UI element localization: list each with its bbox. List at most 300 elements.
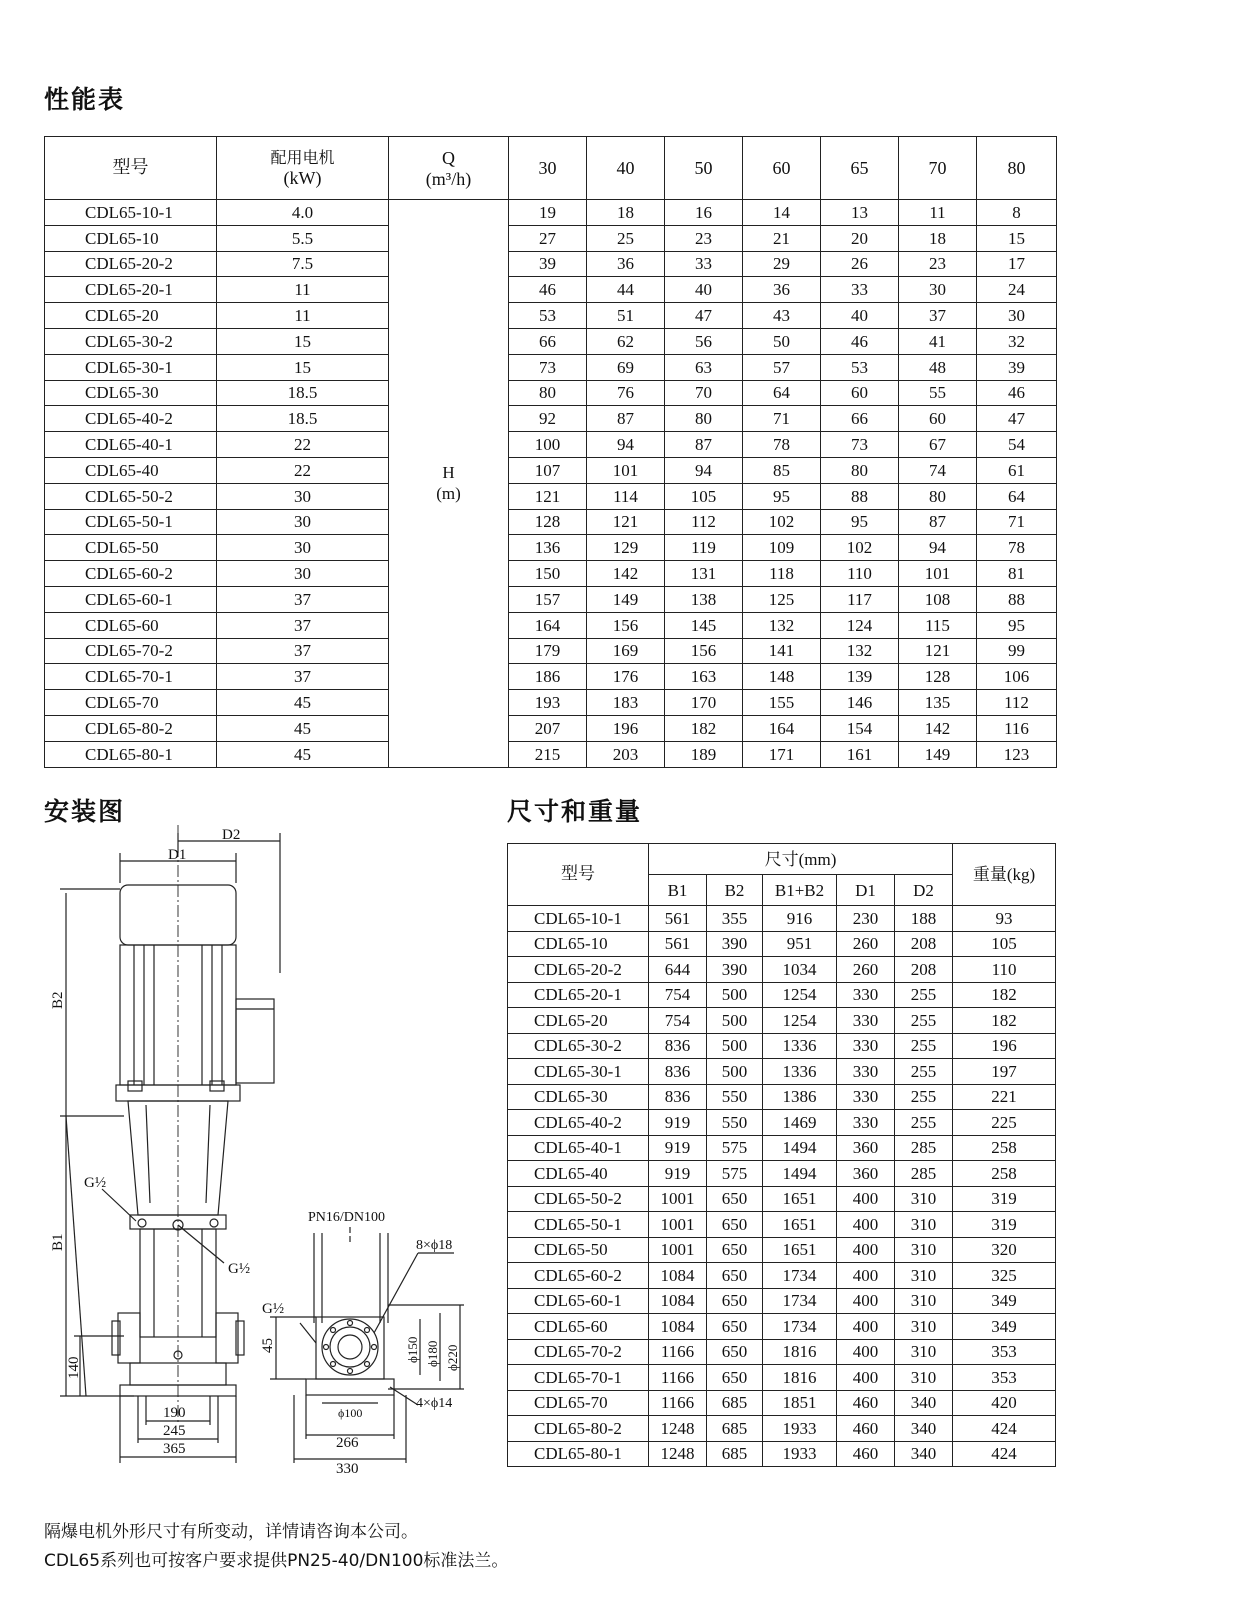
motor-power-cell: 5.5	[217, 225, 389, 251]
head-value-cell: 73	[509, 354, 587, 380]
dimension-cell: 685	[707, 1441, 763, 1467]
head-value-cell: 71	[743, 406, 821, 432]
table-row	[45, 277, 1057, 303]
dimension-cell: 255	[895, 1059, 953, 1085]
dims-col: B1	[649, 875, 707, 906]
table-row	[45, 303, 1057, 329]
table-row	[45, 638, 1057, 664]
head-value-cell: 132	[743, 612, 821, 638]
head-value-cell: 63	[665, 354, 743, 380]
dimension-cell: 400	[837, 1186, 895, 1212]
dimension-cell: 255	[895, 1008, 953, 1034]
head-value-cell: 71	[977, 509, 1057, 535]
dimension-cell: 310	[895, 1288, 953, 1314]
head-value-cell: 25	[587, 225, 665, 251]
label-flange: PN16/DN100	[308, 1210, 386, 1225]
dimension-cell: 919	[649, 1110, 707, 1136]
label-266: 266	[336, 1435, 359, 1451]
motor-power-cell: 7.5	[217, 251, 389, 277]
dimension-cell: 1734	[763, 1263, 837, 1289]
dimension-cell: 1254	[763, 1008, 837, 1034]
dimension-cell: 400	[837, 1237, 895, 1263]
dimension-cell: 330	[837, 1059, 895, 1085]
head-value-cell: 99	[977, 638, 1057, 664]
head-value-cell: 62	[587, 328, 665, 354]
dimension-cell: 400	[837, 1263, 895, 1289]
dimension-cell: 951	[763, 931, 837, 957]
dimension-cell: 1001	[649, 1186, 707, 1212]
head-value-cell: 43	[743, 303, 821, 329]
motor-power-cell: 37	[217, 586, 389, 612]
motor-power-cell: 30	[217, 561, 389, 587]
head-value-cell: 131	[665, 561, 743, 587]
dimension-cell: 360	[837, 1135, 895, 1161]
dimension-cell: 310	[895, 1237, 953, 1263]
weight-cell: 424	[953, 1416, 1056, 1442]
head-value-cell: 44	[587, 277, 665, 303]
head-value-cell: 80	[899, 483, 977, 509]
dimension-cell: 460	[837, 1390, 895, 1416]
dimension-cell: 1851	[763, 1390, 837, 1416]
head-value-cell: 112	[977, 690, 1057, 716]
head-value-cell: 136	[509, 535, 587, 561]
header-model: 型号	[45, 137, 217, 200]
label-d150: ϕ150	[405, 1336, 420, 1363]
dimension-cell: 754	[649, 982, 707, 1008]
dimension-cell: 260	[837, 931, 895, 957]
dims-header-model: 型号	[508, 844, 649, 906]
table-row	[508, 1059, 1056, 1085]
head-value-cell: 128	[899, 664, 977, 690]
head-value-cell: 80	[665, 406, 743, 432]
motor-power-cell: 18.5	[217, 380, 389, 406]
model-cell: CDL65-60-1	[45, 586, 217, 612]
head-value-cell: 129	[587, 535, 665, 561]
head-value-cell: 193	[509, 690, 587, 716]
note-explosion-proof: 隔爆电机外形尺寸有所变动，详情请咨询本公司。	[44, 1522, 418, 1542]
head-value-cell: 189	[665, 741, 743, 767]
dimension-cell: 836	[649, 1084, 707, 1110]
head-value-cell: 36	[743, 277, 821, 303]
dimension-cell: 1933	[763, 1416, 837, 1442]
head-value-cell: 20	[821, 225, 899, 251]
dimension-cell: 650	[707, 1339, 763, 1365]
head-value-cell: 125	[743, 586, 821, 612]
head-value-cell: 78	[977, 535, 1057, 561]
model-cell: CDL65-40-1	[45, 432, 217, 458]
weight-cell: 320	[953, 1237, 1056, 1263]
model-cell: CDL65-50	[508, 1237, 649, 1263]
dimension-cell: 836	[649, 1059, 707, 1085]
dimension-cell: 650	[707, 1263, 763, 1289]
head-value-cell: 53	[509, 303, 587, 329]
head-value-cell: 121	[587, 509, 665, 535]
table-row	[45, 561, 1057, 587]
head-value-cell: 57	[743, 354, 821, 380]
flow-col: 40	[587, 137, 665, 200]
head-value-cell: 154	[821, 715, 899, 741]
dimension-cell: 400	[837, 1288, 895, 1314]
table-row	[508, 1135, 1056, 1161]
dimension-cell: 1001	[649, 1212, 707, 1238]
model-cell: CDL65-60	[45, 612, 217, 638]
model-cell: CDL65-10	[508, 931, 649, 957]
head-value-cell: 74	[899, 457, 977, 483]
dimension-cell: 685	[707, 1416, 763, 1442]
head-value-cell: 121	[899, 638, 977, 664]
model-cell: CDL65-40-2	[45, 406, 217, 432]
dimension-cell: 1166	[649, 1390, 707, 1416]
dimension-cell: 1734	[763, 1288, 837, 1314]
weight-cell: 221	[953, 1084, 1056, 1110]
head-value-cell: 60	[899, 406, 977, 432]
model-cell: CDL65-70-1	[45, 664, 217, 690]
head-value-cell: 117	[821, 586, 899, 612]
model-cell: CDL65-30-1	[45, 354, 217, 380]
table-row	[45, 483, 1057, 509]
head-value-cell: 101	[899, 561, 977, 587]
head-value-cell: 80	[509, 380, 587, 406]
head-value-cell: 142	[587, 561, 665, 587]
flow-col: 30	[509, 137, 587, 200]
weight-cell: 196	[953, 1033, 1056, 1059]
head-value-cell: 141	[743, 638, 821, 664]
model-cell: CDL65-70-2	[508, 1339, 649, 1365]
head-value-cell: 32	[977, 328, 1057, 354]
performance-table-title: 性能表	[44, 85, 126, 114]
dimension-cell: 1734	[763, 1314, 837, 1340]
model-cell: CDL65-40-1	[508, 1135, 649, 1161]
table-row	[508, 1441, 1056, 1467]
head-value-cell: 139	[821, 664, 899, 690]
head-value-cell: 40	[821, 303, 899, 329]
head-value-cell: 46	[821, 328, 899, 354]
head-value-cell: 46	[509, 277, 587, 303]
head-value-cell: 142	[899, 715, 977, 741]
installation-drawing	[44, 823, 484, 1488]
dimension-cell: 1166	[649, 1365, 707, 1391]
head-value-cell: 66	[509, 328, 587, 354]
head-value-cell: 78	[743, 432, 821, 458]
head-value-cell: 36	[587, 251, 665, 277]
table-row	[508, 1339, 1056, 1365]
dimension-cell: 310	[895, 1365, 953, 1391]
dimension-cell: 650	[707, 1212, 763, 1238]
motor-power-cell: 37	[217, 664, 389, 690]
head-value-cell: 186	[509, 664, 587, 690]
head-value-cell: 155	[743, 690, 821, 716]
dimension-cell: 650	[707, 1237, 763, 1263]
head-value-cell: 203	[587, 741, 665, 767]
dimension-cell: 285	[895, 1161, 953, 1187]
head-value-cell: 64	[977, 483, 1057, 509]
dimension-cell: 285	[895, 1135, 953, 1161]
dimension-cell: 255	[895, 982, 953, 1008]
head-value-cell: 37	[899, 303, 977, 329]
head-value-cell: 70	[665, 380, 743, 406]
weight-cell: 353	[953, 1365, 1056, 1391]
head-value-cell: 87	[665, 432, 743, 458]
head-value-cell: 30	[977, 303, 1057, 329]
model-cell: CDL65-50-2	[45, 483, 217, 509]
label-g-side: G½	[262, 1301, 285, 1317]
table-row	[45, 432, 1057, 458]
head-value-cell: 207	[509, 715, 587, 741]
table-row	[508, 1033, 1056, 1059]
weight-cell: 225	[953, 1110, 1056, 1136]
table-row	[45, 406, 1057, 432]
table-row	[45, 509, 1057, 535]
dimension-cell: 1084	[649, 1288, 707, 1314]
head-value-cell: 41	[899, 328, 977, 354]
motor-power-cell: 37	[217, 612, 389, 638]
table-row	[508, 1390, 1056, 1416]
table-row	[508, 1237, 1056, 1263]
model-cell: CDL65-50-2	[508, 1186, 649, 1212]
dimension-cell: 1816	[763, 1339, 837, 1365]
label-b1: B1	[50, 1233, 66, 1251]
head-value-cell: 69	[587, 354, 665, 380]
head-value-cell: 18	[587, 200, 665, 226]
motor-power-cell: 18.5	[217, 406, 389, 432]
dimension-cell: 550	[707, 1110, 763, 1136]
table-row	[508, 957, 1056, 983]
dims-col: B1+B2	[763, 875, 837, 906]
head-value-cell: 109	[743, 535, 821, 561]
dimension-cell: 1651	[763, 1237, 837, 1263]
flow-col: 60	[743, 137, 821, 200]
table-row	[508, 1186, 1056, 1212]
head-value-cell: 95	[743, 483, 821, 509]
head-value-cell: 8	[977, 200, 1057, 226]
dimension-cell: 575	[707, 1135, 763, 1161]
head-value-cell: 179	[509, 638, 587, 664]
dimension-cell: 400	[837, 1365, 895, 1391]
weight-cell: 105	[953, 931, 1056, 957]
model-cell: CDL65-80-2	[508, 1416, 649, 1442]
head-value-cell: 17	[977, 251, 1057, 277]
head-value-cell: 14	[743, 200, 821, 226]
dimension-cell: 255	[895, 1084, 953, 1110]
dimension-cell: 390	[707, 957, 763, 983]
head-value-cell: 182	[665, 715, 743, 741]
dims-header-weight: 重量(kg)	[953, 844, 1056, 906]
dimension-cell: 500	[707, 982, 763, 1008]
head-value-cell: 51	[587, 303, 665, 329]
label-d100: ϕ100	[338, 1406, 363, 1420]
label-d180: ϕ180	[425, 1340, 440, 1367]
head-value-cell: 156	[665, 638, 743, 664]
head-value-cell: 145	[665, 612, 743, 638]
head-value-cell: 73	[821, 432, 899, 458]
dimension-cell: 310	[895, 1314, 953, 1340]
dimension-cell: 255	[895, 1033, 953, 1059]
head-value-cell: 67	[899, 432, 977, 458]
head-value-cell: 138	[665, 586, 743, 612]
weight-cell: 319	[953, 1212, 1056, 1238]
table-row	[508, 1161, 1056, 1187]
model-cell: CDL65-70	[45, 690, 217, 716]
dimension-cell: 330	[837, 1033, 895, 1059]
head-value-cell: 128	[509, 509, 587, 535]
flow-col: 80	[977, 137, 1057, 200]
table-row	[45, 690, 1057, 716]
table-row	[45, 535, 1057, 561]
label-d2: D2	[222, 827, 241, 843]
weight-cell: 258	[953, 1135, 1056, 1161]
head-value-cell: 161	[821, 741, 899, 767]
dimension-cell: 500	[707, 1059, 763, 1085]
dimension-cell: 1001	[649, 1237, 707, 1263]
dimension-cell: 310	[895, 1263, 953, 1289]
header-motor-unit: (kW)	[283, 167, 322, 188]
label-b2: B2	[50, 991, 66, 1009]
pump-front-view	[60, 825, 280, 1463]
note-flange-option: CDL65系列也可按客户要求提供PN25-40/DN100标准法兰。	[44, 1551, 509, 1571]
head-value-cell: 149	[899, 741, 977, 767]
flow-col: 65	[821, 137, 899, 200]
model-cell: CDL65-60	[508, 1314, 649, 1340]
table-row	[45, 354, 1057, 380]
head-value-cell: 124	[821, 612, 899, 638]
dimension-cell: 310	[895, 1186, 953, 1212]
dimension-cell: 310	[895, 1212, 953, 1238]
head-value-cell: 102	[821, 535, 899, 561]
table-row	[45, 200, 1057, 226]
model-cell: CDL65-10-1	[45, 200, 217, 226]
table-row	[508, 906, 1056, 932]
dimension-cell: 575	[707, 1161, 763, 1187]
table-row	[45, 457, 1057, 483]
weight-cell: 420	[953, 1390, 1056, 1416]
dimension-cell: 916	[763, 906, 837, 932]
weight-cell: 319	[953, 1186, 1056, 1212]
head-value-cell: 39	[977, 354, 1057, 380]
weight-cell: 182	[953, 982, 1056, 1008]
performance-table-body	[45, 200, 1057, 768]
head-value-cell: 119	[665, 535, 743, 561]
head-value-cell: 11	[899, 200, 977, 226]
dimension-cell: 561	[649, 906, 707, 932]
dimension-cell: 754	[649, 1008, 707, 1034]
head-value-cell: 88	[977, 586, 1057, 612]
head-value-cell: 47	[977, 406, 1057, 432]
table-row	[45, 225, 1057, 251]
head-value-cell: 55	[899, 380, 977, 406]
dimension-cell: 1494	[763, 1161, 837, 1187]
performance-header-row	[45, 137, 1057, 200]
dimension-cell: 330	[837, 1008, 895, 1034]
dimension-cell: 1248	[649, 1441, 707, 1467]
head-value-cell: 47	[665, 303, 743, 329]
model-cell: CDL65-20-2	[508, 957, 649, 983]
table-row	[508, 1008, 1056, 1034]
motor-power-cell: 11	[217, 277, 389, 303]
head-value-cell: 146	[821, 690, 899, 716]
dims-header-row	[508, 844, 1056, 875]
head-value-cell: 183	[587, 690, 665, 716]
model-cell: CDL65-10	[45, 225, 217, 251]
head-value-cell: 23	[665, 225, 743, 251]
label-g-left: G½	[84, 1175, 107, 1191]
head-value-cell: 94	[587, 432, 665, 458]
model-cell: CDL65-80-2	[45, 715, 217, 741]
model-cell: CDL65-70	[508, 1390, 649, 1416]
table-row	[508, 931, 1056, 957]
head-value-cell: 132	[821, 638, 899, 664]
dimension-cell: 919	[649, 1135, 707, 1161]
head-value-cell: 48	[899, 354, 977, 380]
head-value-cell: 85	[743, 457, 821, 483]
head-value-cell: 95	[977, 612, 1057, 638]
header-flow-unit: (m³/h)	[425, 168, 472, 189]
table-row	[45, 664, 1057, 690]
label-base-holes: 4×ϕ14	[416, 1396, 453, 1411]
dimension-cell: 650	[707, 1365, 763, 1391]
dimension-cell: 230	[837, 906, 895, 932]
label-g-mid: G½	[228, 1261, 251, 1277]
dimension-cell: 400	[837, 1339, 895, 1365]
head-value-cell: 164	[743, 715, 821, 741]
table-row	[45, 612, 1057, 638]
head-value-cell: 164	[509, 612, 587, 638]
head-value-cell: 87	[899, 509, 977, 535]
header-flow-label: Q	[442, 147, 455, 168]
table-row	[45, 715, 1057, 741]
dims-col: D1	[837, 875, 895, 906]
dimensions-table-body	[508, 906, 1056, 1467]
dimension-cell: 1166	[649, 1339, 707, 1365]
head-value-cell: 19	[509, 200, 587, 226]
model-cell: CDL65-30-2	[508, 1033, 649, 1059]
dimension-cell: 360	[837, 1161, 895, 1187]
head-value-cell: 40	[665, 277, 743, 303]
head-value-cell: 115	[899, 612, 977, 638]
table-row	[45, 380, 1057, 406]
head-value-cell: 60	[821, 380, 899, 406]
label-140: 140	[66, 1356, 82, 1379]
motor-power-cell: 45	[217, 690, 389, 716]
head-value-cell: 33	[665, 251, 743, 277]
head-value-cell: 61	[977, 457, 1057, 483]
dimension-cell: 208	[895, 931, 953, 957]
dimension-cell: 561	[649, 931, 707, 957]
label-d1: D1	[168, 847, 187, 863]
weight-cell: 353	[953, 1339, 1056, 1365]
head-value-cell: 26	[821, 251, 899, 277]
head-value-cell: 39	[509, 251, 587, 277]
motor-power-cell: 22	[217, 457, 389, 483]
head-value-cell: 95	[821, 509, 899, 535]
head-value-cell: 66	[821, 406, 899, 432]
header-motor-label: 配用电机	[270, 147, 335, 167]
dimension-cell: 1816	[763, 1365, 837, 1391]
model-cell: CDL65-20-2	[45, 251, 217, 277]
dimension-cell: 260	[837, 957, 895, 983]
model-cell: CDL65-60-2	[508, 1263, 649, 1289]
table-row	[508, 1212, 1056, 1238]
head-value-cell: 171	[743, 741, 821, 767]
dimension-cell: 685	[707, 1390, 763, 1416]
head-value-cell: 80	[821, 457, 899, 483]
head-value-cell: 21	[743, 225, 821, 251]
model-cell: CDL65-20	[508, 1008, 649, 1034]
model-cell: CDL65-30	[508, 1084, 649, 1110]
model-cell: CDL65-80-1	[508, 1441, 649, 1467]
dimension-cell: 1651	[763, 1212, 837, 1238]
label-45: 45	[260, 1338, 276, 1353]
motor-power-cell: 15	[217, 354, 389, 380]
